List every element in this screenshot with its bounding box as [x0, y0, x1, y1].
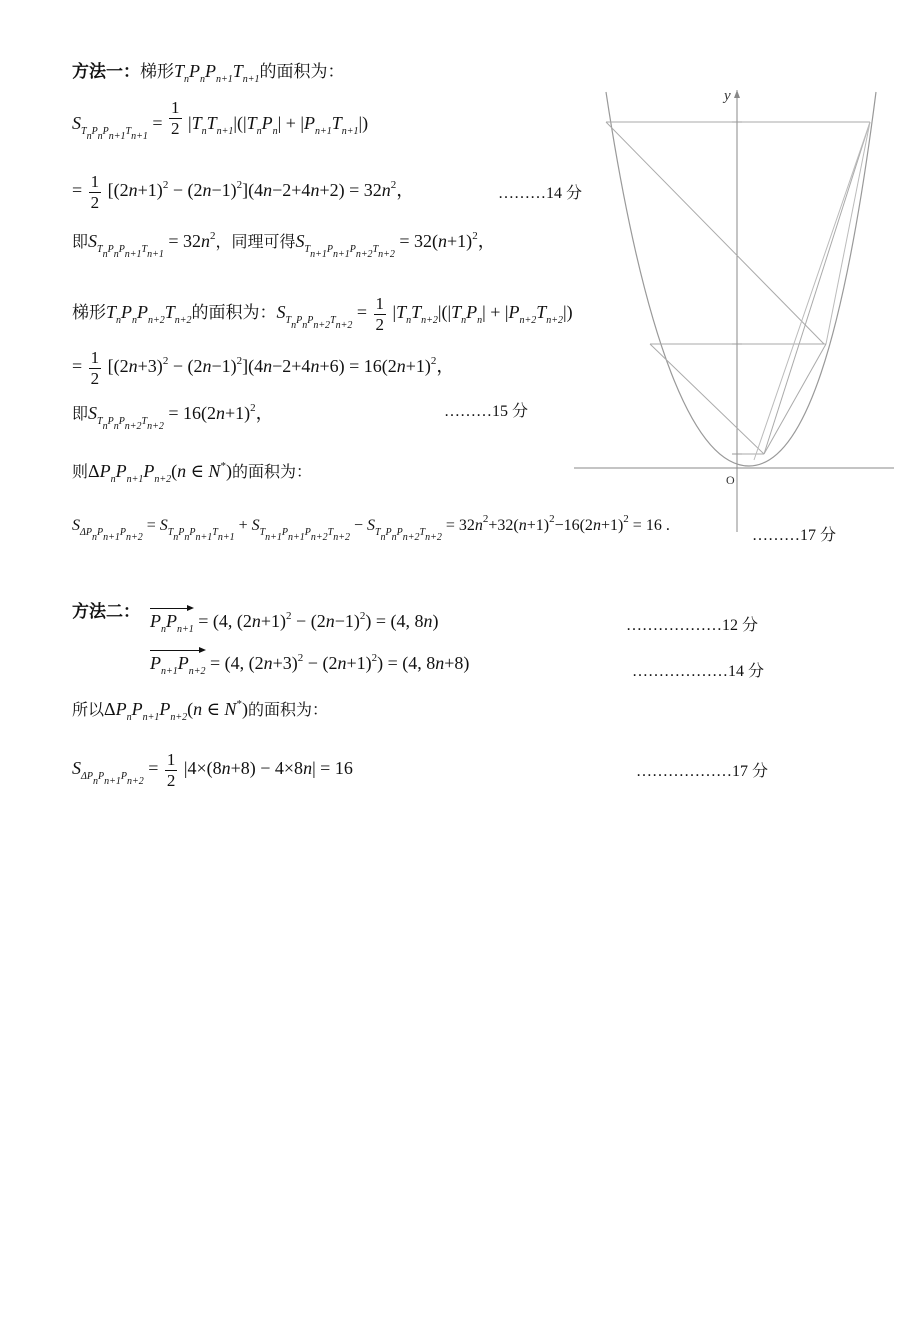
method1-intro-suffix: 的面积为：: [259, 62, 345, 82]
segment-3: [764, 122, 870, 454]
method2-heading: 方法二：: [72, 602, 140, 622]
parabola-curve: [606, 92, 876, 466]
equation-s1-definition: $S_{T_nP_nP_{n+1}T_{n+1}}$ = $\frac{1}{2}$ $|T_nT_{n+1}|(|T_nP_n| + |P_{n+1}T_{n+1}|)$: [72, 98, 369, 143]
similar-text: ，同理可得: [215, 232, 296, 251]
triangle-line-method1: 则$\Delta P_nP_{n+1}P_{n+2}(n$ ∈ N*)的面积为：: [72, 460, 312, 485]
score-17-method2: ………………17 分: [636, 763, 769, 780]
triangle-line-method2: 所以$\Delta P_nP_{n+1}P_{n+2}(n$ ∈ N*)的面积为：: [72, 698, 328, 723]
method1-heading: 方法一：: [72, 62, 140, 82]
tri-suffix-1: 的面积为：: [231, 462, 312, 481]
score-14-method1: ………14 分: [498, 185, 583, 202]
segment-1: [606, 122, 824, 344]
vector-pn-pn1: $P_nP_{n+1} = (4$, $(2n+1)^2 - (2n-1)^2) = (4$, 8n): [150, 606, 439, 630]
score-15-method1: ………15 分: [444, 403, 529, 420]
tri-prefix: 则: [72, 462, 89, 481]
y-axis-arrow: [734, 90, 740, 98]
segment-2: [650, 344, 764, 454]
equation-s1-expansion: = $\frac{1}{2}$ $[(2n+1)^2 - (2n-1)^2](4n-2+4n+2) = 32n^2$，: [72, 172, 415, 212]
parabola-figure: [574, 82, 894, 542]
method1-heading-line: [72, 61, 345, 85]
method1-intro-label: 梯形: [140, 62, 174, 82]
score-17-method1: ………17 分: [752, 527, 837, 544]
tri-suffix-2: 的面积为：: [247, 700, 328, 719]
equation-s2-expansion: = $\frac{1}{2}$ $[(2n+3)^2 - (2n-1)^2](4n-2+4n+6) = 16(2n+1)^2$，: [72, 348, 455, 388]
equation-triangle-area-method1: $S_{\Delta P_nP_{n+1}P_{n+2}} = S_{T_nP_nP_{n+1}T_{n+1}} + S_{T_{n+1}P_{n+1}P_{n+2}T_{n+2}} - S_{T_nP_nP_{n+2}T_{n+2}} = 32n^2+32(n+1)^2-16(2n+1)^2 = 16$ .: [72, 513, 670, 543]
then-prefix-2: 即: [72, 404, 89, 423]
segment-6: [826, 122, 870, 344]
trapezoid-2-suffix: 的面积为：: [191, 303, 277, 324]
so-prefix: 所以: [72, 700, 105, 719]
y-axis-label: y: [724, 88, 731, 104]
score-12-method2: ………………12 分: [626, 617, 759, 634]
method2-heading-line: [72, 604, 140, 621]
origin-label: O: [726, 473, 735, 487]
trapezoid-1-name: $T_nP_nP_{n+1}T_{n+1}$: [174, 61, 260, 85]
score-14-method2: ………………14 分: [632, 663, 765, 680]
segment-4: [764, 344, 826, 454]
then-prefix-1: 即: [72, 232, 89, 251]
equation-triangle-area-method2: $S_{\Delta P_nP_{n+1}P_{n+2}}$ = $\frac{1}{2}$ |4×(8n+8) − 4×8n| = 16: [72, 750, 353, 790]
equation-s2-result: 即$S_{T_nP_nP_{n+2}T_{n+2}} = 16(2n+1)^2$，: [72, 402, 274, 432]
trapezoid-2-line: 梯形$T_nP_nP_{n+2}T_{n+2}$的面积为：$S_{T_nP_nP_{n+2}T_{n+2}}$ = $\frac{1}{2}$ $|T_nT_{n+2}|(|T_nP_n| + |P_{n+2}T_{n+2}|)$: [72, 294, 573, 334]
trapezoid-2-label: 梯形: [72, 303, 106, 324]
equation-s1-result: 即$S_{T_nP_nP_{n+1}T_{n+1}} = 32n^2$，同理可得$S_{T_{n+1}P_{n+1}P_{n+2}T_{n+2}} = 32(n+1)^2$，: [72, 230, 496, 260]
vector-pn1-pn2: $P_{n+1}P_{n+2} = (4$, $(2n+3)^2 - (2n+1)^2) = (4$, 8n+8): [150, 648, 469, 672]
